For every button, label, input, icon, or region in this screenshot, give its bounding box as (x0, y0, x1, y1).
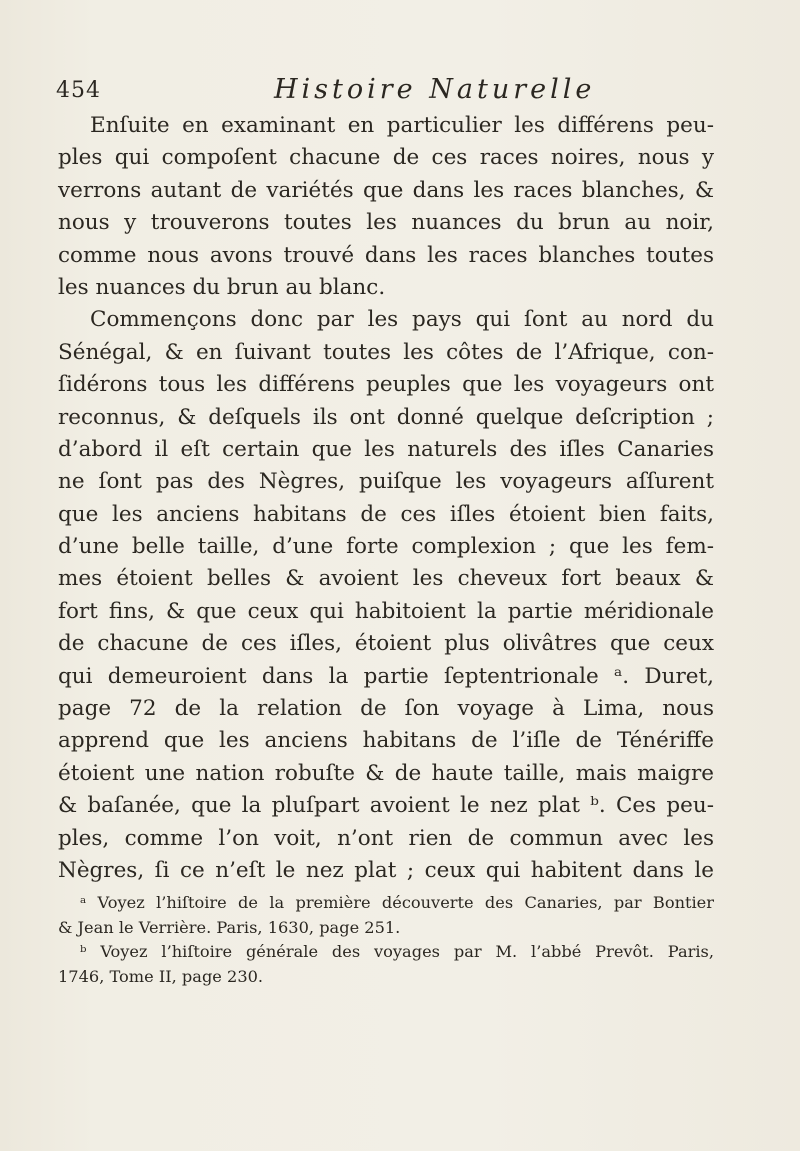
text-line: mes étoient belles & avoient les cheveux fort beaux & (58, 566, 714, 592)
text-line: comme nous avons trouvé dans les races blanches toutes (58, 242, 714, 268)
text-line: étoient une nation robuſte & de haute taille, mais maigre (58, 760, 714, 786)
text-line: Commençons donc par les pays qui ſont au nord du (90, 307, 714, 333)
body-text (58, 110, 714, 887)
text-line: page 72 de la relation de ſon voyage à Lima, nous (58, 696, 714, 722)
text-line: apprend que les anciens habitans de l’iſle de Ténériffe (58, 728, 714, 754)
text-line: que les anciens habitans de ces iſles étoient bien faits, (58, 501, 714, 527)
text-line: d’une belle taille, d’une forte complexion ; que les fem- (58, 534, 714, 560)
text-line: Enſuite en examinant en particulier les différens peu- (90, 113, 714, 138)
text-line: ſidérons tous les différens peuples que les voyageurs ont (58, 372, 714, 398)
text-line: nous y trouverons toutes les nuances du brun au noir, (58, 210, 714, 236)
footnote-line: 1746, Tome II, page 230. (58, 966, 264, 986)
running-title: Histoire Naturelle (274, 74, 596, 105)
text-line: reconnus, & deſquels ils ont donné quelque deſcription ; (58, 404, 714, 430)
text-line: & baſanée, que la pluſpart avoient le nez plat ᵇ. Ces peu- (58, 793, 714, 819)
text-line: de chacune de ces iſles, étoient plus olivâtres que ceux (58, 631, 714, 657)
text-line: Sénégal, & en ſuivant toutes les côtes de l’Afrique, con- (58, 339, 714, 365)
text-line: qui demeuroient dans la partie ſeptentrionale ᵃ. Duret, (58, 663, 714, 689)
footnotes (58, 891, 714, 989)
page-number: 454 (56, 78, 101, 103)
text-line: ples, comme l’on voit, n’ont rien de commun avec les (58, 825, 714, 851)
text-line: ples qui compoſent chacune de ces races noires, nous y (58, 145, 714, 171)
text-line: d’abord il eſt certain que les naturels des iſles Canaries (58, 436, 714, 462)
text-line: Nègres, ſi ce n’eſt le nez plat ; ceux qui habitent dans le (58, 857, 714, 883)
footnote-line: ᵃ Voyez l’hiſtoire de la première découverte des Canaries, par Bontier (80, 893, 714, 912)
footnote-line: & Jean le Verrière. Paris, 1630, page 251. (58, 917, 401, 937)
text-line: les nuances du brun au blanc. (58, 274, 386, 300)
text-line: ne ſont pas des Nègres, puiſque les voyageurs aſſurent (58, 469, 714, 495)
footnote-line: ᵇ Voyez l’hiſtoire générale des voyages par M. l’abbé Prevôt. Paris, (80, 942, 714, 961)
text-line: fort fins, & que ceux qui habitoient la partie méridionale (58, 598, 714, 624)
text-line: verrons autant de variétés que dans les races blanches, & (58, 177, 714, 203)
page-header (56, 74, 676, 108)
